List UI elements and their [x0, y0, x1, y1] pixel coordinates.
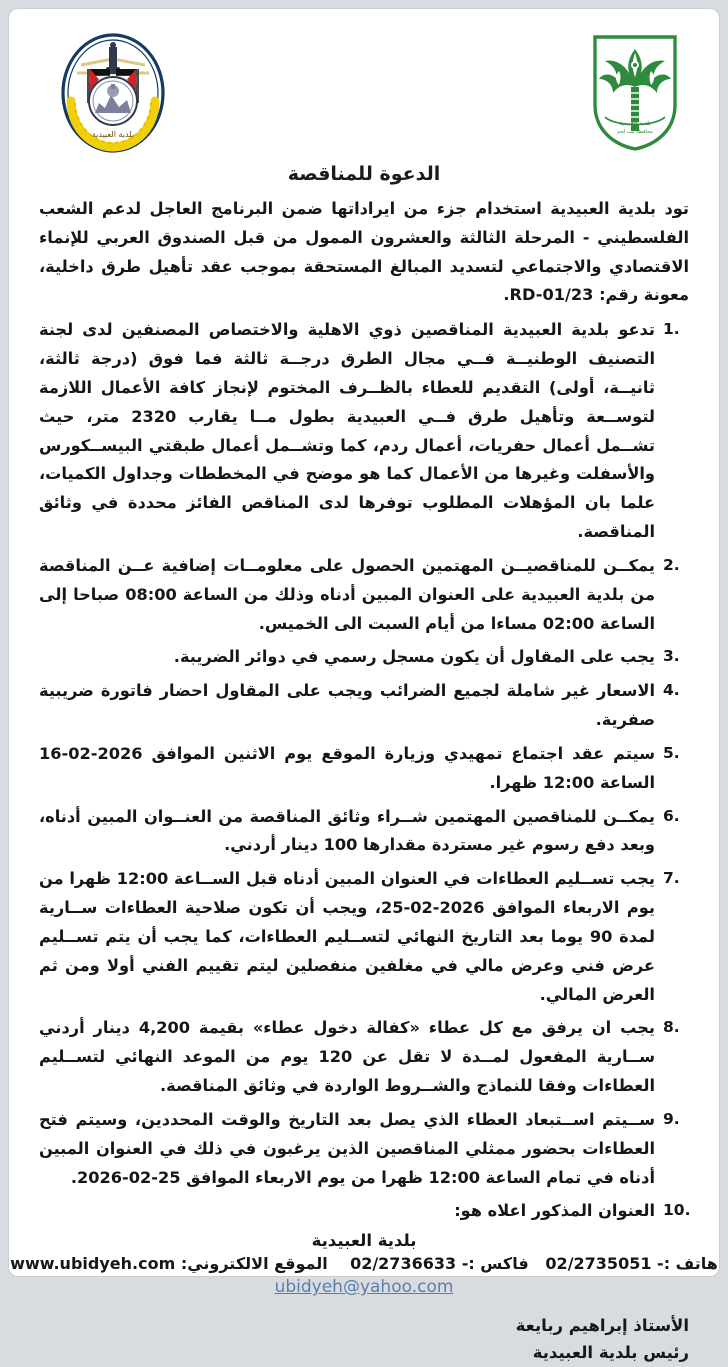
- clause-item: [39, 1106, 693, 1192]
- website-label: الموقع الالكتروني:: [180, 1254, 328, 1274]
- tender-announcement-page: [8, 8, 720, 1362]
- signatory-position: رئيس بلدية العبيدية: [532, 1342, 689, 1362]
- clause-text: العنوان المذكور اعلاه هو:: [454, 1201, 655, 1221]
- clause-item: [39, 865, 693, 1009]
- clause-text: يجب ان يرفق مع كل عطاء «كفالة دخول عطاء» بقيمة 4,200 دينار أردني ســارية المفعول لمــدة لا تقل عن 120 يوم من الموعد النهائي لتســليم العطاءات وفقا للنماذج والشــروط الواردة في وثائق المناقصة.: [39, 1018, 656, 1096]
- clause-text: يمكــن للمناقصيــن المهتمين الحصول على معلومــات إضافية عــن المناقصة من بلدية العبيدية على العنوان المبين أدناه وذلك من الساعة 08:00 صباحا إلى الساعة 02:00 مساءا من أيام السبت الى الخميس.: [39, 555, 655, 633]
- palestinian-authority-emblem-icon: [47, 29, 179, 157]
- svg-text:بلدية العبيدية: بلدية العبيدية: [91, 130, 135, 139]
- intro-paragraph: تود بلدية العبيدية استخدام جزء من ايراداتها ضمن البرنامج العاجل لدعم الشعب الفلسطيني - المرحلة الثالثة والعشرون الممول من قبل الصندوق العربي للإنماء الاقتصادي والاجتماعي لتسديد المبالغ المستحقة بموجب عقد تأهيل طرق داخلية، معونة رقم: 23/RD-01.: [39, 199, 689, 305]
- clause-item: [39, 643, 693, 672]
- municipality-name: بلدية العبيدية: [311, 1231, 417, 1251]
- clause-item: [39, 677, 693, 735]
- clause-text: الاسعار غير شاملة لجميع الضرائب ويجب على المقاول احضار فاتورة ضريبية صفرية.: [39, 681, 655, 730]
- clause-item: [39, 316, 693, 547]
- clause-text: ســيتم اســتبعاد العطاء الذي يصل بعد التاريخ والوقت المحددين، وسيتم فتح العطاءات بحضور ممثلي المناقصين الذين يرغبون في ذلك في العنوان المبين أدناه في تمام الساعة 12:00 ظهرا من يوم الاربعاء الموافق 25-02-2026.: [39, 1109, 655, 1187]
- clause-item: [39, 740, 693, 798]
- fax-label: فاكس :-: [461, 1254, 529, 1274]
- document-header: [9, 9, 719, 157]
- signature-block: [39, 1313, 689, 1366]
- svg-text:محافظة بيت لحم: محافظة بيت لحم: [617, 129, 653, 135]
- clause-text: يمكــن للمناقصين المهتمين شــراء وثائق المناقصة من العنــوان المبين أدناه، وبعد دفع رسوم غير مستردة مقدارها 100 دينار أردني.: [39, 806, 655, 855]
- clause-text: يجب على المقاول أن يكون مسجل رسمي في دوائر الضريبة.: [173, 647, 655, 667]
- clauses-list: [39, 316, 693, 1226]
- email-link[interactable]: ubidyeh@yahoo.com: [274, 1277, 454, 1298]
- ubidyeh-municipality-shield-icon: [589, 31, 681, 153]
- phone-label: هاتف :-: [657, 1254, 718, 1274]
- clause-item: [39, 1197, 693, 1226]
- clause-text: سيتم عقد اجتماع تمهيدي وزيارة الموقع يوم الاثنين الموافق 2026-02-16 الساعة 12:00 ظهرا.: [39, 743, 655, 792]
- contact-line: [9, 1254, 719, 1273]
- phone-number: 02/2735051: [545, 1254, 652, 1274]
- email-line: [9, 1277, 719, 1297]
- clause-text: يجب تســليم العطاءات في العنوان المبين أدناه قبل الســاعة 12:00 ظهرا من يوم الاربعاء الموافق 2026-02-25، ويجب أن تكون صلاحية العطاءات ســارية لمدة 90 يوما بعد التاريخ النهائي لتســليم العطاءات، كما يجب أن يتم تســليم عرض فني وعرض مالي في مغلفين منفصلين ليتم تقييم الفني أولا ومن ثم العرض المالي.: [39, 869, 656, 1004]
- website-url[interactable]: www.ubidyeh.com: [10, 1254, 176, 1274]
- fax-number: 02/2736633: [350, 1254, 457, 1274]
- clause-item: [39, 803, 693, 861]
- clause-text: تدعو بلدية العبيدية المناقصين ذوي الاهلية والاختصاص المصنفين لدى لجنة التصنيف الوطنيــة فــي مجال الطرق درجــة ثالثة فما فوق (درجة ثالثة، ثانيــة، أولى) التقديم للعطاء بالظــرف المختوم لإنجاز كافة الأعمال اللازمة لتوســعة وتأهيل طرق فــي العبيدية بطول مــا يقارب 2320 متر، حيث تشــمل أعمال حفريات، أعمال ردم، كما وتشــمل أعمال طبقتي البيســكورس والأسفلت وغيرها من الأعمال كما هو موضح في المخططات وجداول الكميات، علما بان المؤهلات المطلوب توفرها لدى المناقص الفائز محددة في وثائق المناقصة.: [39, 320, 656, 542]
- page-title: الدعوة للمناقصة: [287, 163, 441, 185]
- signatory-name: الأستاذ إبراهيم ربايعة: [515, 1316, 689, 1336]
- clause-item: [39, 552, 693, 638]
- clause-item: [39, 1014, 693, 1100]
- svg-text:بلدية العبيدية: بلدية العبيدية: [619, 120, 651, 127]
